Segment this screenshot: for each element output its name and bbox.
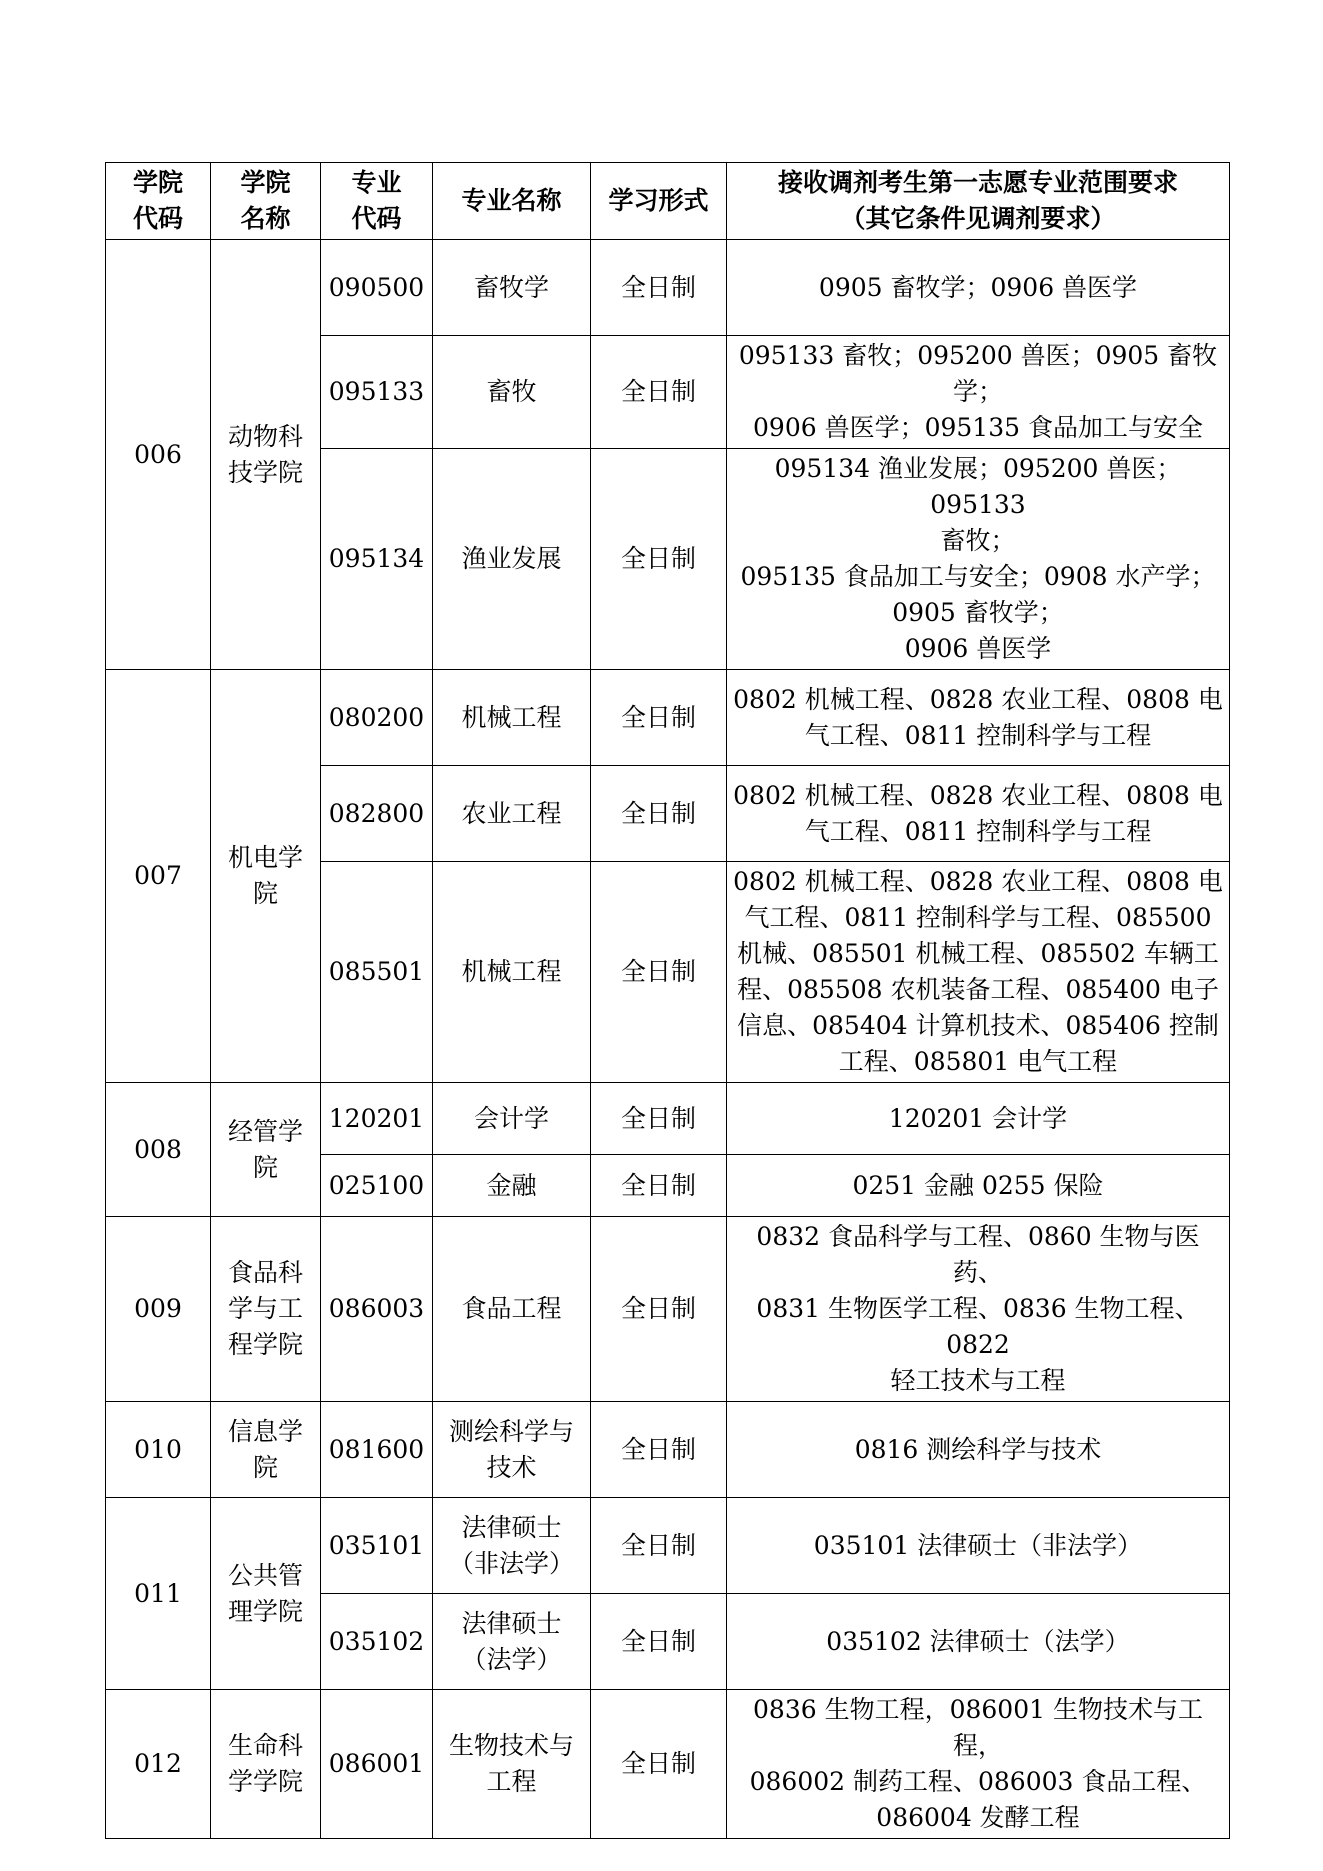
major-code-cell: 025100 xyxy=(321,1155,433,1217)
major-code-cell: 086003 xyxy=(321,1217,433,1402)
college-name-cell: 食品科 学与工 程学院 xyxy=(211,1217,321,1402)
table-row xyxy=(106,1083,1230,1155)
major-name-cell: 畜牧学 xyxy=(433,240,591,336)
requirement-cell: 0905 畜牧学；0906 兽医学 xyxy=(727,240,1230,336)
table-row xyxy=(106,670,1230,766)
requirement-cell: 095134 渔业发展；095200 兽医；095133 畜牧； 095135 食品加工与安全；0908 水产学； 0905 畜牧学； 0906 兽医学 xyxy=(727,449,1230,670)
major-code-cell: 082800 xyxy=(321,766,433,862)
table-row xyxy=(106,1402,1230,1498)
college-name-cell: 公共管 理学院 xyxy=(211,1498,321,1690)
header-college-code: 学院 代码 xyxy=(106,163,211,240)
study-form-cell: 全日制 xyxy=(591,1155,727,1217)
major-name-cell: 畜牧 xyxy=(433,336,591,449)
major-code-cell: 120201 xyxy=(321,1083,433,1155)
table-row xyxy=(106,1217,1230,1402)
header-requirement: 接收调剂考生第一志愿专业范围要求 （其它条件见调剂要求） xyxy=(727,163,1230,240)
major-name-cell: 食品工程 xyxy=(433,1217,591,1402)
table-row xyxy=(106,1498,1230,1594)
requirement-cell: 0802 机械工程、0828 农业工程、0808 电 气工程、0811 控制科学与工程、085500 机械、085501 机械工程、085502 车辆工 程、085508 农机装备工程、085400 电子 信息、085404 计算机技术、085406 控制 工程、085801 电气工程 xyxy=(727,862,1230,1083)
header-row xyxy=(106,163,1230,240)
study-form-cell: 全日制 xyxy=(591,1083,727,1155)
admission-table xyxy=(105,162,1230,1839)
college-name-cell: 机电学 院 xyxy=(211,670,321,1083)
study-form-cell: 全日制 xyxy=(591,1402,727,1498)
major-name-cell: 会计学 xyxy=(433,1083,591,1155)
requirement-cell: 0836 生物工程，086001 生物技术与工程， 086002 制药工程、086003 食品工程、 086004 发酵工程 xyxy=(727,1690,1230,1839)
major-name-cell: 机械工程 xyxy=(433,670,591,766)
table-body xyxy=(106,240,1230,1839)
study-form-cell: 全日制 xyxy=(591,670,727,766)
major-name-cell: 生物技术与 工程 xyxy=(433,1690,591,1839)
college-code-cell: 011 xyxy=(106,1498,211,1690)
major-name-cell: 农业工程 xyxy=(433,766,591,862)
major-code-cell: 086001 xyxy=(321,1690,433,1839)
major-name-cell: 法律硕士 （非法学） xyxy=(433,1498,591,1594)
study-form-cell: 全日制 xyxy=(591,1498,727,1594)
college-code-cell: 009 xyxy=(106,1217,211,1402)
college-name-cell: 生命科 学学院 xyxy=(211,1690,321,1839)
requirement-cell: 035101 法律硕士（非法学） xyxy=(727,1498,1230,1594)
study-form-cell: 全日制 xyxy=(591,1594,727,1690)
major-code-cell: 035101 xyxy=(321,1498,433,1594)
study-form-cell: 全日制 xyxy=(591,449,727,670)
table-row xyxy=(106,1690,1230,1839)
major-name-cell: 渔业发展 xyxy=(433,449,591,670)
college-code-cell: 012 xyxy=(106,1690,211,1839)
major-code-cell: 095134 xyxy=(321,449,433,670)
requirement-cell: 0816 测绘科学与技术 xyxy=(727,1402,1230,1498)
study-form-cell: 全日制 xyxy=(591,766,727,862)
college-code-cell: 006 xyxy=(106,240,211,670)
college-code-cell: 008 xyxy=(106,1083,211,1217)
study-form-cell: 全日制 xyxy=(591,1217,727,1402)
major-name-cell: 金融 xyxy=(433,1155,591,1217)
requirement-cell: 120201 会计学 xyxy=(727,1083,1230,1155)
major-name-cell: 法律硕士 （法学） xyxy=(433,1594,591,1690)
study-form-cell: 全日制 xyxy=(591,336,727,449)
major-code-cell: 035102 xyxy=(321,1594,433,1690)
college-code-cell: 010 xyxy=(106,1402,211,1498)
table-row xyxy=(106,240,1230,336)
major-code-cell: 081600 xyxy=(321,1402,433,1498)
college-code-cell: 007 xyxy=(106,670,211,1083)
study-form-cell: 全日制 xyxy=(591,1690,727,1839)
major-code-cell: 090500 xyxy=(321,240,433,336)
requirement-cell: 0251 金融 0255 保险 xyxy=(727,1155,1230,1217)
major-code-cell: 080200 xyxy=(321,670,433,766)
requirement-cell: 095133 畜牧；095200 兽医；0905 畜牧学； 0906 兽医学；095135 食品加工与安全 xyxy=(727,336,1230,449)
college-name-cell: 动物科 技学院 xyxy=(211,240,321,670)
college-name-cell: 信息学 院 xyxy=(211,1402,321,1498)
major-code-cell: 095133 xyxy=(321,336,433,449)
header-study-form: 学习形式 xyxy=(591,163,727,240)
major-code-cell: 085501 xyxy=(321,862,433,1083)
requirement-cell: 035102 法律硕士（法学） xyxy=(727,1594,1230,1690)
college-name-cell: 经管学 院 xyxy=(211,1083,321,1217)
header-major-code: 专业 代码 xyxy=(321,163,433,240)
requirement-cell: 0802 机械工程、0828 农业工程、0808 电 气工程、0811 控制科学与工程 xyxy=(727,670,1230,766)
header-major-name: 专业名称 xyxy=(433,163,591,240)
requirement-cell: 0832 食品科学与工程、0860 生物与医药、 0831 生物医学工程、0836 生物工程、0822 轻工技术与工程 xyxy=(727,1217,1230,1402)
major-name-cell: 机械工程 xyxy=(433,862,591,1083)
study-form-cell: 全日制 xyxy=(591,240,727,336)
requirement-cell: 0802 机械工程、0828 农业工程、0808 电 气工程、0811 控制科学与工程 xyxy=(727,766,1230,862)
header-college-name: 学院 名称 xyxy=(211,163,321,240)
study-form-cell: 全日制 xyxy=(591,862,727,1083)
major-name-cell: 测绘科学与 技术 xyxy=(433,1402,591,1498)
